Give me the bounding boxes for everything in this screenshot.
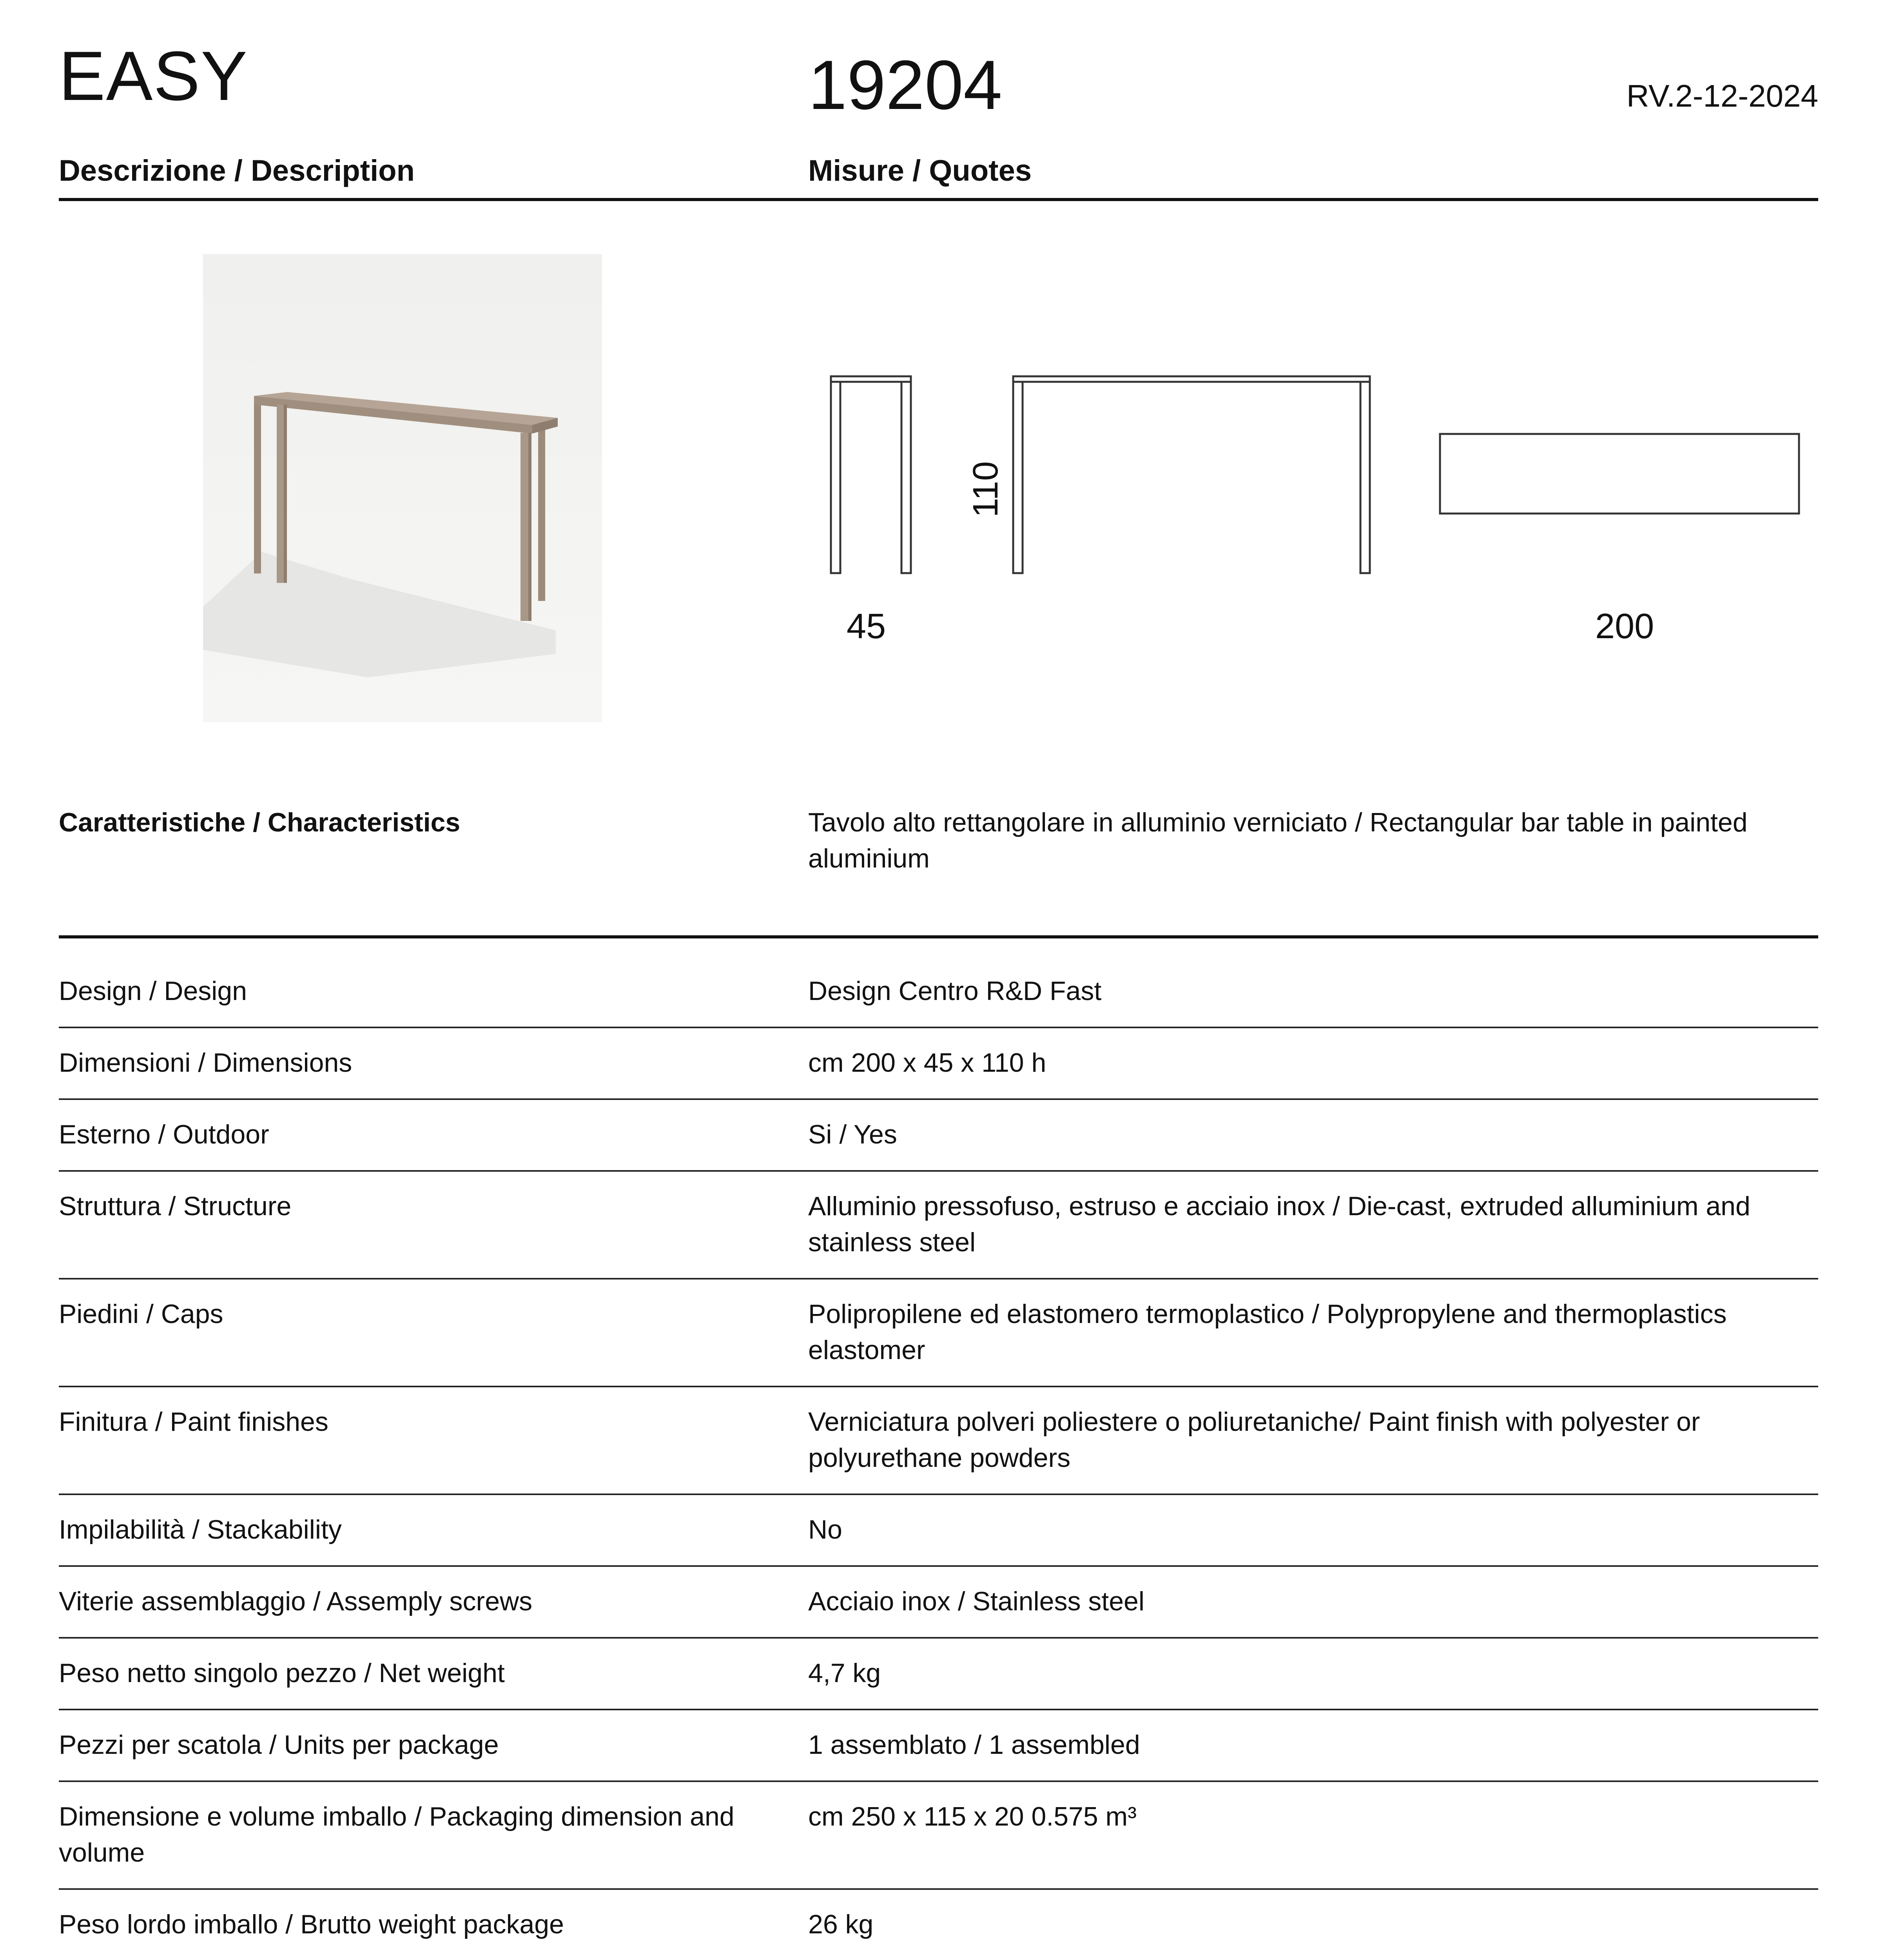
spec-label: Dimensioni / Dimensions (59, 1048, 352, 1078)
spec-value: Design Centro R&D Fast (808, 976, 1102, 1006)
spec-label: Piedini / Caps (59, 1299, 223, 1329)
spec-row (59, 1567, 1818, 1639)
revision-label: RV.2-12-2024 (1626, 78, 1818, 113)
quotes-heading: Misure / Quotes (808, 154, 1032, 187)
spec-value: Alluminio pressofuso, estruso e acciaio inox / Die-cast, extruded alluminium and stainless steel (808, 1191, 1750, 1257)
spec-row (59, 1100, 1818, 1172)
characteristics-divider (59, 935, 1818, 938)
spec-value: Acciaio inox / Stainless steel (808, 1586, 1144, 1616)
spec-row (59, 1387, 1818, 1495)
spec-row (59, 1782, 1818, 1890)
description-heading: Descrizione / Description (59, 154, 415, 187)
spec-label: Finitura / Paint finishes (59, 1407, 328, 1437)
height-dimension-label: 110 (966, 461, 1005, 517)
bar-table-illustration (203, 254, 602, 722)
spec-row (59, 1890, 1818, 1960)
product-code: 19204 (808, 46, 1002, 124)
spec-row (59, 1279, 1818, 1387)
spec-value: cm 250 x 115 x 20 0.575 m³ (808, 1802, 1137, 1831)
spec-value: No (808, 1515, 842, 1544)
header-divider (59, 198, 1818, 201)
spec-label: Viterie assemblaggio / Assemply screws (59, 1586, 533, 1616)
spec-label: Peso netto singolo pezzo / Net weight (59, 1658, 505, 1688)
spec-row (59, 1710, 1818, 1782)
spec-label: Peso lordo imballo / Brutto weight package (59, 1909, 564, 1939)
front-view-drawing (1013, 376, 1370, 573)
spec-label: Struttura / Structure (59, 1191, 292, 1221)
spec-row (59, 956, 1818, 1028)
spec-value: 4,7 kg (808, 1658, 881, 1688)
spec-value: 1 assemblato / 1 assembled (808, 1730, 1140, 1760)
technical-drawing (807, 353, 1819, 659)
side-view-drawing (831, 376, 911, 573)
product-name: EASY (59, 37, 248, 115)
spec-label: Impilabilità / Stackability (59, 1515, 342, 1544)
spec-value: Verniciatura polveri poliestere o poliuretaniche/ Paint finish with polyester or polyurethane powders (808, 1407, 1700, 1473)
characteristics-label: Caratteristiche / Characteristics (59, 808, 461, 837)
top-view-drawing (1440, 434, 1799, 514)
spec-table (59, 956, 1818, 1960)
spec-value: Si / Yes (808, 1120, 897, 1149)
width-dimension-label: 200 (1595, 607, 1654, 646)
spec-label: Esterno / Outdoor (59, 1120, 269, 1149)
characteristics-text: Tavolo alto rettangolare in alluminio verniciato / Rectangular bar table in painted aluminium (808, 808, 1748, 873)
spec-row (59, 1495, 1818, 1567)
spec-value: 26 kg (808, 1909, 874, 1939)
spec-label: Pezzi per scatola / Units per package (59, 1730, 499, 1760)
spec-label: Design / Design (59, 976, 247, 1006)
spec-row (59, 1028, 1818, 1100)
spec-value: Polipropilene ed elastomero termoplastico / Polypropylene and thermoplastics elastomer (808, 1299, 1727, 1365)
depth-dimension-label: 45 (847, 607, 886, 646)
spec-row (59, 1172, 1818, 1279)
product-photo (203, 254, 602, 722)
spec-row (59, 1639, 1818, 1710)
spec-value: cm 200 x 45 x 110 h (808, 1048, 1046, 1078)
spec-label: Dimensione e volume imballo / Packaging dimension and volume (59, 1802, 734, 1867)
